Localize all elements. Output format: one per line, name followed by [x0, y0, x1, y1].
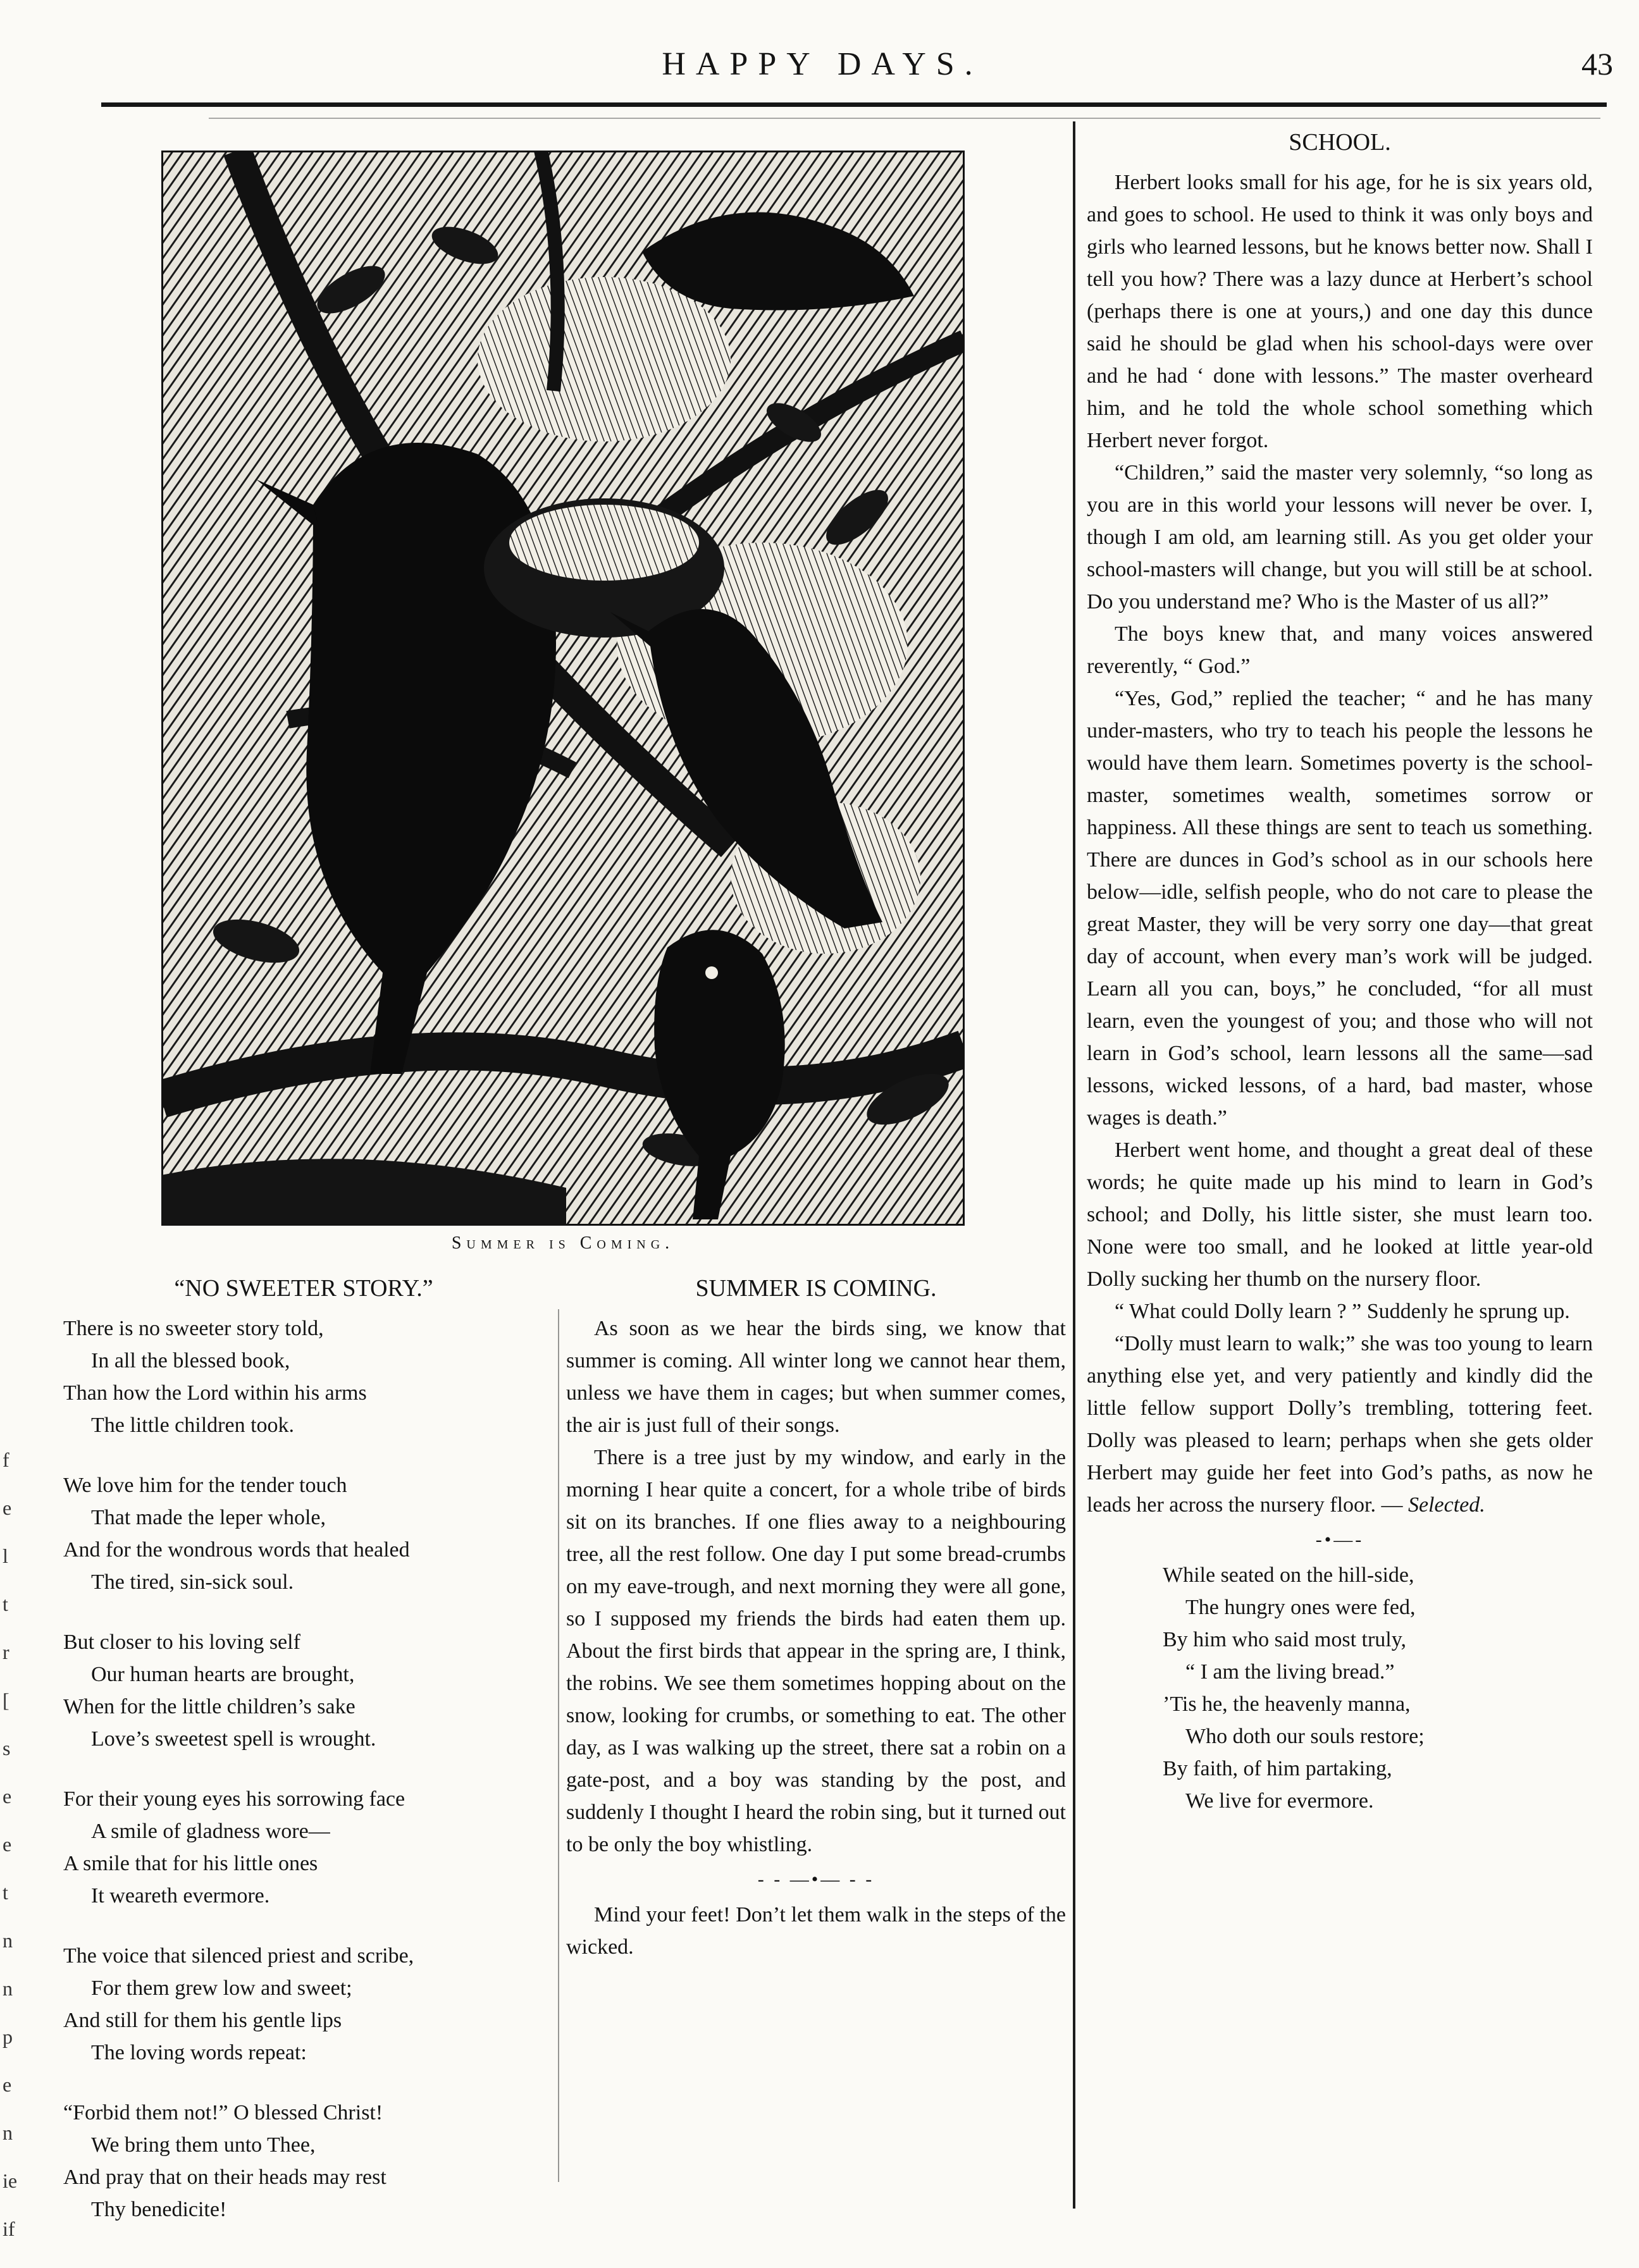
- hymn-line: While seated on the hill-side,: [1163, 1563, 1414, 1587]
- school-paragraph: Herbert looks small for his age, for he is six years old, and goes to school. He used to think it was only boys and girls who learned lessons, but he knows better now. Shall I tell you how? There was a lazy dunce at Herbert’s school (perhaps there is one at yours,) and one day this dunce said he should be glad when his school-days were over and he had ‘ done with lessons.” The master overheard him, and he told the whole school something which Herbert never forgot.: [1087, 171, 1593, 452]
- poem-line: And pray that on their heads may rest: [63, 2166, 387, 2189]
- summer-article: [566, 1273, 1066, 1963]
- school-article-title: SCHOOL.: [1289, 129, 1391, 156]
- school-divider: -•—-: [1315, 1529, 1364, 1550]
- margin-fragment: ie: [3, 2169, 18, 2192]
- school-paragraph: “ What could Dolly learn ? ” Suddenly he sprung up.: [1115, 1300, 1570, 1323]
- poem-line: We love him for the tender touch: [63, 1474, 347, 1497]
- poem-line: A smile of gladness wore—: [91, 1820, 330, 1843]
- margin-fragment: r: [3, 1641, 9, 1663]
- poem-line: And for the wondrous words that healed: [63, 1538, 410, 1562]
- poem-stanza: [63, 1940, 544, 2069]
- poem-stanza: [63, 2097, 544, 2226]
- hymn-line: Who doth our souls restore;: [1185, 1725, 1425, 1748]
- poem-line: The loving words repeat:: [91, 2041, 307, 2064]
- poem-line: A smile that for his little ones: [63, 1852, 318, 1875]
- hymn-line: “ I am the living bread.”: [1185, 1660, 1395, 1684]
- summer-proverb: Mind your feet! Don’t let them walk in the steps of the wicked.: [566, 1903, 1066, 1959]
- margin-fragment: l: [3, 1544, 8, 1567]
- school-article: [1087, 126, 1593, 1817]
- poem-column: [63, 1273, 544, 2253]
- summer-paragraph: As soon as we hear the birds sing, we know that summer is coming. All winter long we cannot hear them, unless we have them in cages; but when summer comes, the air is just full of their songs.: [566, 1317, 1066, 1437]
- poem-stanza: [63, 1626, 544, 1755]
- summer-article-title: SUMMER IS COMING.: [695, 1275, 937, 1302]
- margin-fragment: n: [3, 2121, 13, 2144]
- poem-line: When for the little children’s sake: [63, 1695, 356, 1718]
- summer-column-rule: [558, 1309, 559, 2182]
- poem-line: Thy benedicite!: [91, 2198, 227, 2221]
- summer-paragraph: There is a tree just by my window, and early in the morning I hear quite a concert, for a whole tribe of birds sit on its branches. If one flies away to a neighbouring tree, all the rest follow. One day I put some bread-crumbs on my eave-trough, and next morning they were all gone, so I supposed my friends the birds had eaten them up. About the first birds that appear in the spring are, I think, the robins. We see them sometimes hopping about on the snow, looking for crumbs, or something to eat. The other day, as I was walking up the street, there sat a robin on a gate-post, and a boy was standing by the post, and suddenly I thought I heard the robin sing, but it turned out to be only the boy whistling.: [566, 1446, 1066, 1856]
- hymn-line: The hungry ones were fed,: [1185, 1596, 1416, 1619]
- page-header-title: HAPPY DAYS.: [662, 46, 983, 82]
- school-paragraph: “Children,” said the master very solemnly, “so long as you are in this world your lessons will never be over. I, though I am old, am learning still. As you get older your school-masters will change, but you will still be at school. Do you understand me? Who is the Master of us all?”: [1087, 461, 1593, 613]
- summer-divider: - - —•— - -: [757, 1869, 875, 1890]
- poem-line: In all the blessed book,: [91, 1349, 290, 1372]
- poem-line: For their young eyes his sorrowing face: [63, 1787, 405, 1811]
- poem-stanza: [63, 1469, 544, 1598]
- poem-title: “NO SWEETER STORY.”: [174, 1275, 433, 1302]
- illustration-caption: Summer is Coming.: [451, 1233, 675, 1253]
- margin-fragment: n: [3, 1929, 13, 1952]
- margin-fragment: [: [3, 1689, 9, 1711]
- page-number: 43: [1581, 46, 1613, 82]
- margin-fragment: if: [3, 2217, 15, 2240]
- poem-line: And still for them his gentle lips: [63, 2009, 342, 2032]
- margin-fragments: [3, 1436, 28, 2253]
- poem-line: The little children took.: [91, 1414, 295, 1437]
- margin-fragment: e: [3, 1833, 12, 1856]
- header-rule-thin: [209, 118, 1600, 119]
- margin-fragment: e: [3, 1496, 12, 1519]
- margin-fragment: f: [3, 1448, 9, 1471]
- margin-fragment: p: [3, 2025, 13, 2048]
- hymn-verse: [1163, 1559, 1593, 1817]
- poem-line: The tired, sin-sick soul.: [91, 1570, 294, 1594]
- poem-line: There is no sweeter story told,: [63, 1317, 324, 1340]
- poem-line: “Forbid them not!” O blessed Christ!: [63, 2101, 383, 2124]
- hymn-line: By him who said most truly,: [1163, 1628, 1407, 1651]
- header-rule: [101, 102, 1607, 107]
- hymn-line: ’Tis he, the heavenly manna,: [1163, 1692, 1411, 1716]
- poem-line: For them grew low and sweet;: [91, 1976, 352, 2000]
- birds-nest-illustration: [161, 151, 965, 1226]
- poem-stanzas: [63, 1312, 544, 2226]
- column-divider: [1073, 121, 1075, 2209]
- margin-fragment: t: [3, 1593, 8, 1615]
- school-paragraph: “Yes, God,” replied the teacher; “ and he has many under-masters, who try to teach his people the lessons he would have them learn. Sometimes poverty is the school-master, sometimes wealth, sometimes sorrow or happiness. All these things are sent to teach us something. There are dunces in God’s school as in our schools here below—idle, selfish people, who do not care to please the great Master, they will be very sorry one day—that great day of account, when every man’s work will be judged. Learn all you can, boys,” he concluded, “for all must learn, even the youngest of you; and those who will not learn in God’s school, learn lessons all the same—sad lessons, wicked lessons, of a hard, bad master, whose wages is death.”: [1087, 687, 1593, 1130]
- poem-line: Than how the Lord within his arms: [63, 1381, 367, 1405]
- poem-stanza: [63, 1783, 544, 1912]
- poem-line: But closer to his loving self: [63, 1630, 300, 1654]
- school-paragraph: Herbert went home, and thought a great deal of these words; he quite made up his mind to learn in God’s school; and Dolly, his little sister, she must learn too. None were too small, and he looked at little year-old Dolly sucking her thumb on the nursery floor.: [1087, 1138, 1593, 1291]
- hymn-line: We live for evermore.: [1185, 1789, 1374, 1813]
- poem-line: It weareth evermore.: [91, 1884, 270, 1907]
- poem-line: We bring them unto Thee,: [91, 2133, 316, 2157]
- margin-fragment: e: [3, 1785, 12, 1808]
- school-paragraph: “Dolly must learn to walk;” she was too young to learn anything else yet, and very patiently and kindly did the little fellow support Dolly’s trembling, tottering feet. Dolly was pleased to learn; perhaps when she gets older Herbert may guide her feet into God’s paths, as now he leads her across the nursery floor. — Selected.: [1087, 1332, 1593, 1517]
- selected-attribution: Selected.: [1407, 1493, 1485, 1517]
- hymn-line: By faith, of him partaking,: [1163, 1757, 1392, 1780]
- poem-stanza: [63, 1312, 544, 1441]
- poem-line: Our human hearts are brought,: [91, 1663, 355, 1686]
- poem-line: Love’s sweetest spell is wrought.: [91, 1727, 376, 1751]
- margin-fragment: n: [3, 1977, 13, 2000]
- school-paragraph: The boys knew that, and many voices answered reverently, “ God.”: [1087, 622, 1593, 678]
- poem-line: The voice that silenced priest and scribe,: [63, 1944, 414, 1968]
- poem-line: That made the leper whole,: [91, 1506, 326, 1529]
- margin-fragment: e: [3, 2073, 12, 2096]
- margin-fragment: s: [3, 1737, 11, 1760]
- margin-fragment: t: [3, 1881, 8, 1904]
